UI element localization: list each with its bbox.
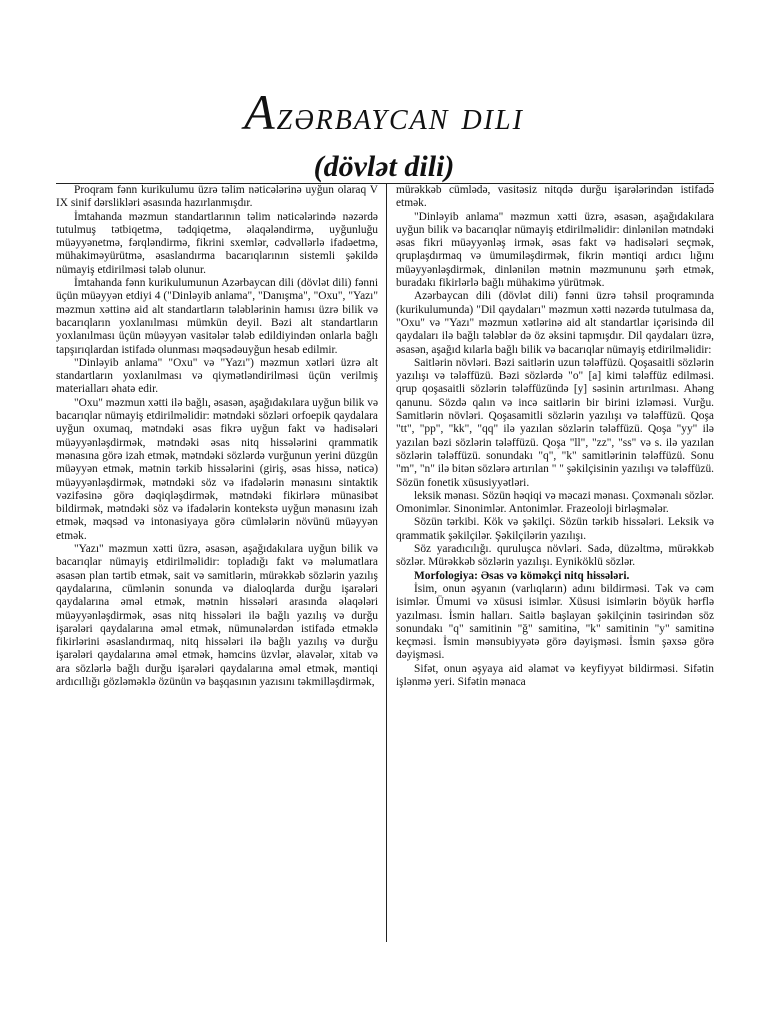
paragraph: Azərbaycan dili (dövlət dili) fənni üzrə təhsil proqramında (kurikulumunda) "Dil qaydaları" məzmun xətti nəzərdə tutulmasa da, "Oxu" və "Yazı" məzmun xətlərinə aid alt standartlar içərisində dil qaydaları ilə bağlı tələblər də öz əksini tapmışdır. Dil qaydaları üzrə, əsasən, aşağıd kılarla bağlı bilik və bacarıqlar nümayiş etdirilməlidir: (396, 290, 714, 356)
section-heading: Morfologiya: Əsas və köməkçi nitq hissələri. (414, 569, 630, 582)
paragraph: mürəkkəb cümlədə, vasitəsiz nitqdə durğu işarələrindən istifadə etmək. (396, 184, 714, 210)
title-initial: A (244, 84, 277, 140)
title-rest: zərbaycan dili (276, 93, 524, 138)
paragraph: leksik mənası. Sözün həqiqi və məcazi mənası. Çoxmənalı sözlər. Omonimlər. Sinonimlər. Antonimlər. Frazeoloji birləşmələr. (396, 489, 714, 516)
paragraph: "Dinləyib anlama" məzmun xətti üzrə, əsasən, aşağıdakılara uyğun bilik və bacarıqlar nümayiş etdirilməlidir: dinlənilən mətndəki əsas fikri müəyyənləş irmək, əsas fakt və hadisələri seçmək, qruplaşdırmaq və ümumiləşdirmək, fikrin məntiqi ardıcı lığını müəyyənləşdirmək, dinlənilən mətnin məzmununu şərh etmək, buradakı fikirlərlə bağlı mühakimə yürütmək. (396, 210, 714, 290)
paragraph: "Oxu" məzmun xətti ilə bağlı, əsasən, aşağıdakılara uyğun bilik və bacarıqlar nümayiş etdirilməlidir: mətndəki sözləri orfoepik qaydalara uyğun oxumaq, mətndəki əsas fikrə uyğun fakt və hadisələri müəyyənləşdirmək, mətndəki əsas nitq hissələrini qrammatik mənasına görə izah etmək, mətndəki sözlərdə vurğunun yerini düzgün müəyyən etmək, mətnin tərkib hissələrini (giriş, əsas hissə, nəticə) müəyyənləşdirmək, mətndəki söz və ifadələrin mənasını sintaktik vəzifəsinə görə dəqiqləşdirmək, mətndəki fikirlərə münasibət bildirmək, mətndəki söz və ifadələrin kontekstə uyğun mənasını izah etmək, məqsəd və intonasiyaya görə cümlələrin növünü müəyyən etmək. (56, 396, 378, 542)
paragraph: Sözün tərkibi. Kök və şəkilçi. Sözün tərkib hissələri. Leksik və qrammatik şəkilçilər. Şəkilçilərin yazılışı. (396, 516, 714, 542)
page-subtitle: (dövlət dili) (313, 150, 455, 183)
paragraph: İmtahanda fənn kurikulumunun Azərbaycan dili (dövlət dili) fənni üçün müəyyən etdiyi 4 ("Dinləyib anlama", "Danışma", "Oxu", "Yazı" məzmun xəttinə aid alt standartların tələblərinin hamısı üzrə bilik və bacarıqların yoxlanılması mümkün deyil. Bəzi alt standartların yoxlanılması üçün müəyyən vasitələr tələb edildiyindən onlarla bağlı tapşırıqlardan istifadə olunması məqsədəuyğun hesab edilmir. (56, 277, 378, 356)
paragraph: "Dinləyib anlama" "Oxu" və "Yazı") məzmun xətləri üzrə alt standartların yoxlanılması və qiymətləndirilməsi üçün verilmiş materialları əhatə edir. (56, 356, 378, 396)
paragraph: İmtahanda məzmun standartlarının təlim nəticələrində nəzərdə tutulmuş tətbiqetmə, tədqiqetmə, əlaqələndirmə, uyğunluğu müəyyənetmə, fərqləndirmə, fikrini sxemlər, cədvəllərlə ifadəetmə, mühakiməyürütmə, əsaslandırma bacarıqlarının sistemli şəkildə nümayiş etdirilməsi tələb olunur. (56, 210, 378, 276)
paragraph: Sifət, onun əşyaya aid əlamət və keyfiyyət bildirməsi. Sifətin işlənmə yeri. Sifətin mənaca (396, 662, 714, 688)
paragraph: Proqram fənn kurikulumu üzrə təlim nəticələrinə uyğun olaraq V IX sinif dərslikləri əsasında hazırlanmışdır. (56, 184, 378, 210)
column-divider (386, 184, 387, 942)
right-column (396, 184, 714, 689)
page-title (0, 84, 768, 140)
left-column (56, 184, 378, 689)
paragraph: Saitlərin növləri. Bəzi saitlərin uzun tələffüzü. Qoşasaitli sözlərin yazılışı və tələffüzü. Bəzi sözlərdə "o" [a] kimi tələffüz edilməsi. qrup qoşasaitli sözlərin tələffüzündə [y] səsinin artırılması. Ahəng qanunu. Sözdə qalın və incə saitlərin bir birini izləməsi. Vurğu. Samitlərin növləri. Qoşasamitli sözlərin yazılışı və tələffüzü. Qoşa "tt", "pp", "kk", "qq" ilə yazılan sözlərin tələffüzü. Qoşa "yy" ilə yazılan bəzi sözlərin tələffüzü. Qoşa "ll", "zz", "ss" və s. ilə yazılan sözlərin tələffüzü. sonundakı "q", "k" samitlərinin tələffüzü. Sonu "m", "n" ilə bitən sözlərə artırılan " " şəkilçisinin yazılışı və tələffüzü. Sözün fonetik xüsusiyyətləri. (396, 356, 714, 489)
paragraph: "Yazı" məzmun xətti üzrə, əsasən, aşağıdakılara uyğun bilik və bacarıqlar nümayiş etdirilməlidir: topladığı fakt və məlumatlara əsasən plan tərtib etmək, sait və samitlərin, mürəkkəb sözlərin yazılış qaydalarına, cümlənin sonunda və dialoqlarda durğu işarələri qaydalarına əməl etmək, mətnin hissələri arasında əlaqələri müəyyənləşdirmək, əsas nitq hissələri ilə bağlı yazılış və durğu işarələri qaydalarına əməl etmək, nümunələrdən istifadə etməklə fikirlərini əsaslandırmaq, nitq hissələri ilə bağlı yazılış və durğu işarələri qaydalarına əməl etmək, həmcins üzvlər, əlavələr, xitab və ara sözlərlə bağlı durğu işarələri qaydalarına əməl etmək, məntiqi ardıcıllığı gözləməklə özünün və başqasının yazısını təkmilləşdirmək, (56, 543, 378, 688)
paragraph: Söz yaradıcılığı. quruluşca növləri. Sadə, düzəltmə, mürəkkəb sözlər. Mürəkkəb sözlərin yazılışı. Eyniköklü sözlər. (396, 543, 714, 569)
paragraph: İsim, onun əşyanın (varlıqların) adını bildirməsi. Tək və cəm isimlər. Ümumi və xüsusi isimlər. Xüsusi isimlərin böyük hərflə yazılması. İsmin halları. Saitlə başlayan şəkilçinin təsirindən söz sonundakı "q" samitinin "ğ" samitinə, "k" samitinin "y" samitinə keçməsi. İsmin mənsubiyyətə görə dəyişməsi. İsmin şəxsə görə dəyişməsi. (396, 582, 714, 662)
